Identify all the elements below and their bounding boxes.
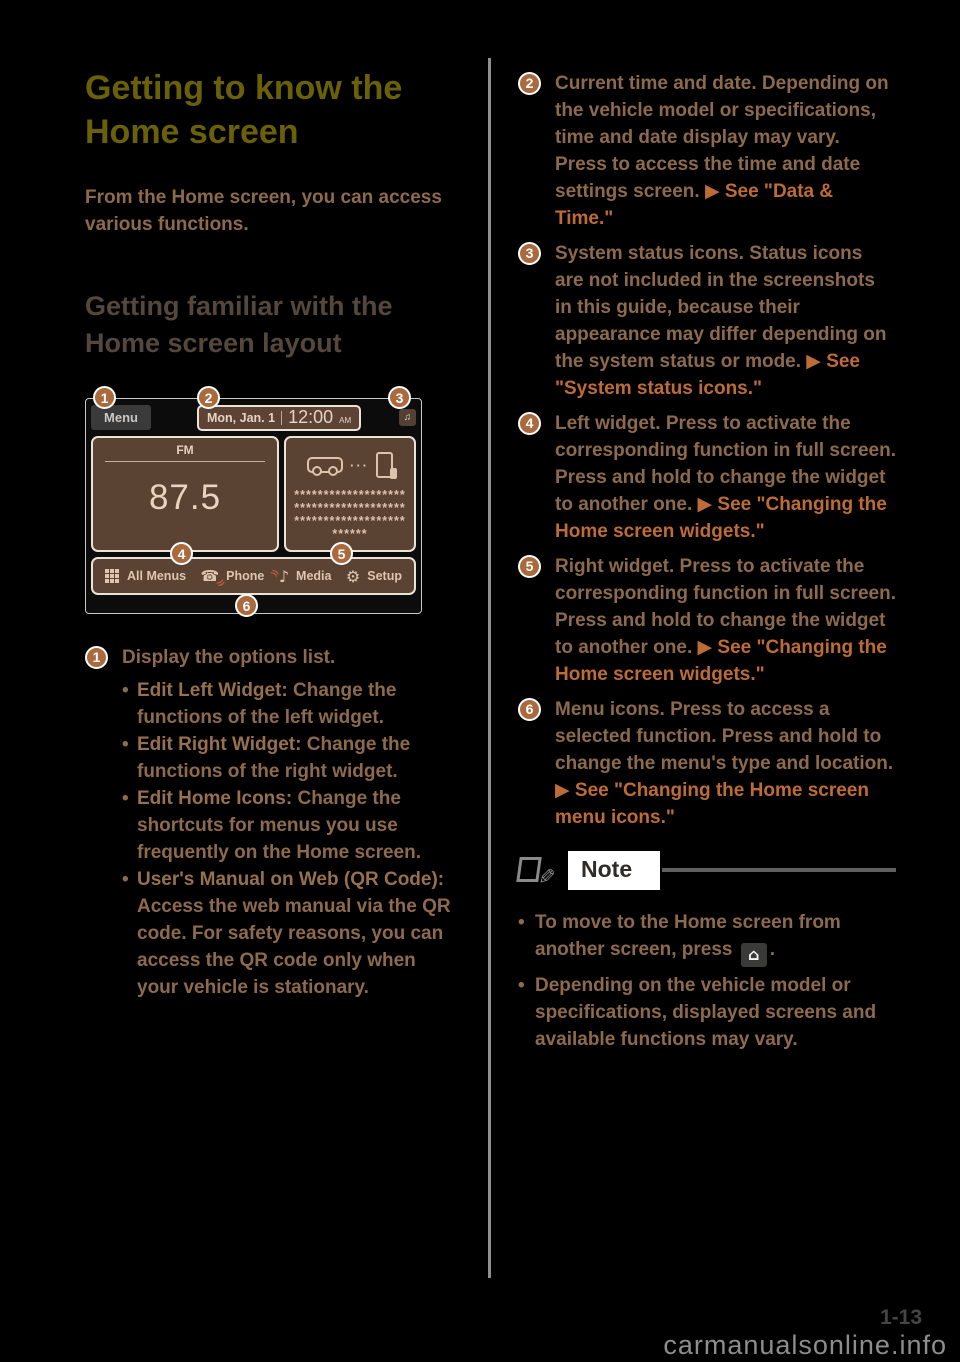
section-heading-line1: Getting familiar with the [85,291,393,321]
page-title [85,66,483,154]
radio-band-label: FM [176,443,194,457]
note-rule [662,868,896,872]
callout-number-3: 3 [518,242,541,265]
phone-connection-widget [284,436,416,552]
grid-icon [105,569,120,584]
callout-item-6-text: Menu icons. Press to access a selected function. Press and hold to change the menu's type and location. [555,699,894,774]
figure-widgets-row [91,436,416,552]
callout-item-6 [518,696,896,831]
masked-row: ******************* [294,501,406,515]
connection-graphic [286,450,414,480]
callout-marker-1: 1 [93,386,116,409]
note-bullet-home: • To move to the Home screen from another screen, press ⌂ . [518,909,896,967]
callout-number-1: 1 [85,646,108,669]
masked-text-rows [286,489,414,541]
bullet-edit-left-widget: • Edit Left Widget: Change the functions of the left widget. [122,677,457,731]
see-reference-link[interactable]: ▶ See "Changing the Home screen menu icons." [555,780,869,828]
music-note-icon: )) ♪ [269,566,290,586]
smartphone-icon [376,452,393,478]
menu-item-label: Setup [367,569,402,583]
intro-paragraph: From the Home screen, you can access various functions. [85,187,442,235]
note-label: Note [568,851,660,890]
callout-item-1-text: Display the options list. [122,647,336,668]
callout-marker-3: 3 [388,386,411,409]
date-time-separator [281,411,282,425]
car-icon [307,457,343,473]
home-button-icon: ⌂ [741,943,767,967]
callout-number-4: 4 [518,412,541,435]
gear-icon: ⚙ [345,566,361,586]
options-bullet-list [122,677,457,1001]
page-title-line2: Home screen [85,113,299,151]
callout-marker-4: 4 [170,542,193,565]
callout-number-6: 6 [518,698,541,721]
left-column [85,66,483,1009]
ampm-text: AM [339,415,352,425]
bullet-edit-right-widget: • Edit Right Widget: Change the functions of the right widget. [122,731,457,785]
masked-row-short: ****** [332,527,368,541]
time-text: 12:00 [288,407,334,427]
callout-item-2 [518,70,896,232]
home-screen-screenshot [85,398,422,614]
section-heading [85,288,483,362]
pencil-icon: ✎ [538,865,556,889]
callout-item-4 [518,410,896,545]
connection-dots: ··· [350,457,369,473]
callout-marker-5: 5 [330,542,353,565]
bullet-users-manual-qr: • User's Manual on Web (QR Code): Access the web manual via the QR code. For safety reasons, you can access the QR code only when your vehicle is stationary. [122,866,457,1001]
radio-frequency: 87.5 [148,478,222,517]
masked-row: ******************* [294,488,406,502]
callout-item-5 [518,553,896,688]
callout-item-2-text: Current time and date. Depending on the vehicle model or specifications, time and date display may vary. Press to access the time and date settings screen. [555,73,889,202]
voice-status-icon: ♫ [399,409,416,426]
date-time-display [197,405,361,431]
masked-row: ******************* [294,514,406,528]
see-reference-link[interactable]: ▶ See "Changing the Home screen widgets." [555,494,887,542]
callout-list-left [85,644,483,1001]
callout-number-2: 2 [518,72,541,95]
callout-item-3-text: System status icons. Status icons are not included in the screenshots in this guide, because their appearance may differ depending on the system status or mode. [555,243,887,372]
note-icon [518,855,556,889]
callout-item-5-text: Right widget. Press to activate the corresponding function in full screen. Press and hold to change the widget to another one. [555,556,896,658]
callout-marker-6: 6 [235,594,258,617]
callout-item-4-text: Left widget. Press to activate the corresponding function in full screen. Press and hold to change the widget to another one. [555,413,896,515]
callout-marker-2: 2 [197,386,220,409]
figure-top-bar [91,404,416,431]
see-reference-link[interactable]: ▶ See "System status icons." [555,351,860,399]
phone-icon: ☎ )) [200,567,226,588]
menu-item-label: All Menus [127,569,187,583]
callout-item-3 [518,240,896,402]
figure-menu-bar [91,557,416,595]
column-divider [488,58,491,1278]
menu-button: Menu [91,405,151,430]
menu-item-phone [200,567,265,588]
note-bullet-vary: • Depending on the vehicle model or specifications, displayed screens and available functions may vary. [518,972,896,1053]
bullet-edit-home-icons: • Edit Home Icons: Change the shortcuts for menus you use frequently on the Home screen. [122,785,457,866]
radio-divider-line [105,461,265,462]
radio-widget [91,436,279,552]
menu-item-setup [346,567,402,586]
date-text: Mon, Jan. 1 [207,410,276,425]
menu-item-media [269,566,332,586]
callout-item-1 [85,644,483,1001]
see-reference-link[interactable]: ▶ See "Changing the Home screen widgets." [555,637,887,685]
note-bullet-list [518,909,896,1053]
see-reference-link[interactable]: ▶ See "Data & Time." [555,181,834,229]
note-header [518,847,896,893]
callout-number-5: 5 [518,555,541,578]
menu-item-all-menus [105,569,186,584]
watermark-text[interactable]: carmanualsonline.info [663,1330,947,1360]
section-heading-line2: Home screen layout [85,328,342,358]
home-screen-figure [85,384,445,624]
page-title-line1: Getting to know the [85,69,403,107]
menu-item-label: Media [296,569,332,583]
right-column [518,70,896,1058]
menu-item-label: Phone [226,569,265,583]
page-number: 1-13 [879,1306,922,1329]
